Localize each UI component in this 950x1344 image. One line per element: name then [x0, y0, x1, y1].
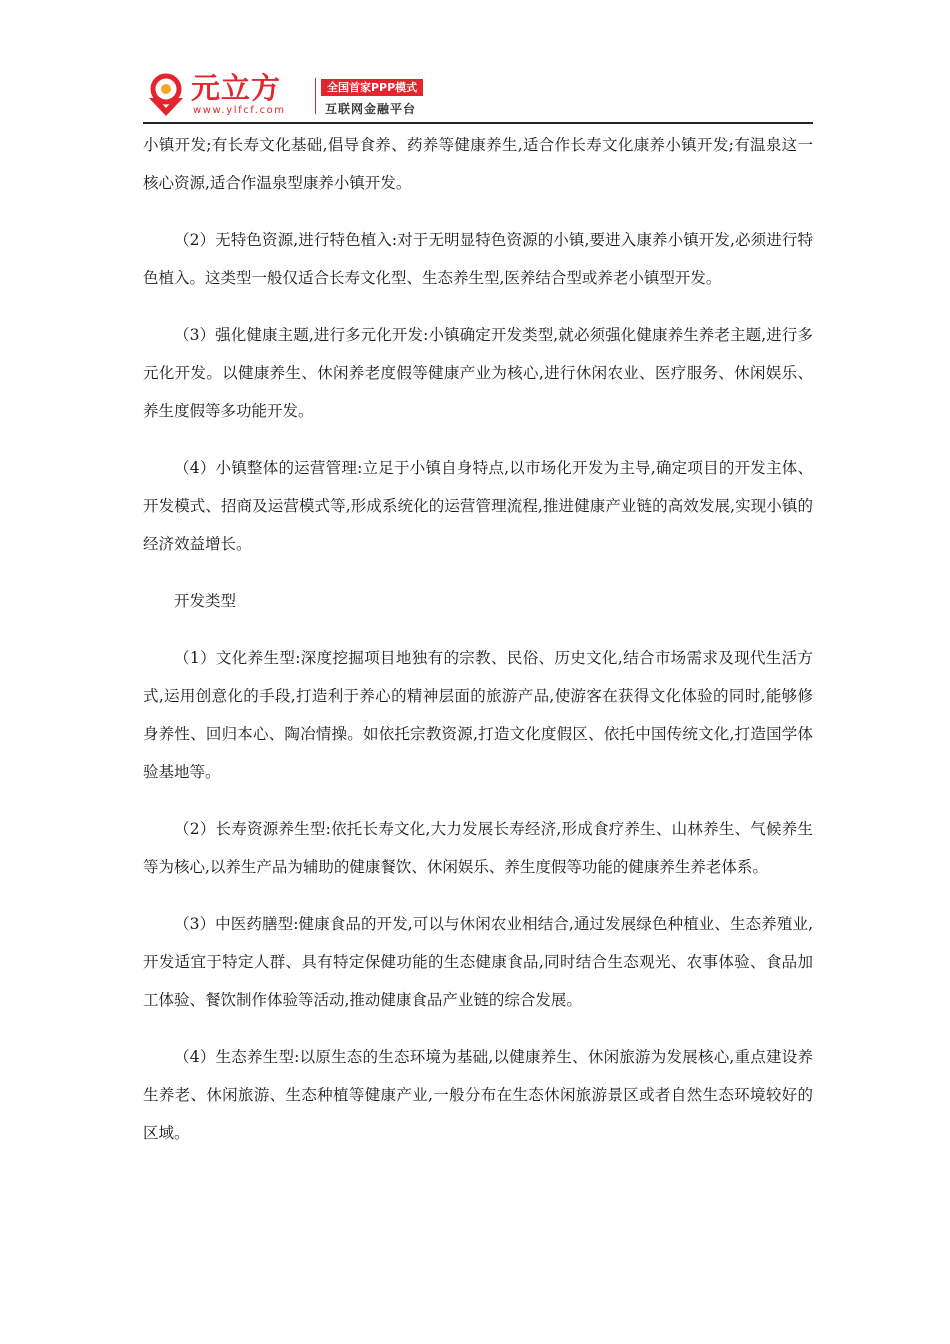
brand-name: 元立方	[191, 71, 282, 105]
yuanlifang-logo-icon	[143, 72, 189, 118]
document-body	[143, 126, 813, 1152]
paragraph-item-2: （2）无特色资源,进行特色植入:对于无明显特色资源的小镇,要进入康养小镇开发,必须进行特色植入。这类型一般仅适合长寿文化型、生态养生型,医养结合型或养老小镇型开发。	[143, 231, 813, 287]
paragraph-item-4: （4）小镇整体的运营管理:立足于小镇自身特点,以市场化开发为主导,确定项目的开发主体、开发模式、招商及运营模式等,形成系统化的运营管理流程,推进健康产业链的高效发展,实现小镇的经济效益增长。	[143, 459, 813, 553]
header-rule	[143, 122, 813, 124]
slogan-subtitle: 互联网金融平台	[325, 102, 417, 116]
brand-url: www.ylfcf.com	[193, 105, 286, 116]
type-item-2: （2）长寿资源养生型:依托长寿文化,大力发展长寿经济,形成食疗养生、山林养生、气候养生等为核心,以养生产品为辅助的健康餐饮、休闲娱乐、养生度假等功能的健康养生养老体系。	[143, 820, 813, 876]
paragraph-continuation: 小镇开发;有长寿文化基础,倡导食养、药养等健康养生,适合作长寿文化康养小镇开发;有温泉这一核心资源,适合作温泉型康养小镇开发。	[143, 136, 813, 192]
type-item-1: （1）文化养生型:深度挖掘项目地独有的宗教、民俗、历史文化,结合市场需求及现代生活方式,运用创意化的手段,打造利于养心的精神层面的旅游产品,使游客在获得文化体验的同时,能够修身养性、回归本心、陶冶情操。如依托宗教资源,打造文化度假区、依托中国传统文化,打造国学体验基地等。	[143, 649, 813, 781]
header-divider	[315, 78, 316, 114]
slogan-badge: 全国首家PPP模式	[321, 79, 423, 96]
type-item-3: （3）中医药膳型:健康食品的开发,可以与休闲农业相结合,通过发展绿色种植业、生态养殖业,开发适宜于特定人群、具有特定保健功能的生态健康食品,同时结合生态观光、农事体验、食品加工体验、餐饮制作体验等活动,推动健康食品产业链的综合发展。	[143, 915, 813, 1009]
section-title: 开发类型	[174, 592, 237, 610]
page-header	[143, 66, 813, 122]
type-item-4: （4）生态养生型:以原生态的生态环境为基础,以健康养生、休闲旅游为发展核心,重点建设养生养老、休闲旅游、生态种植等健康产业,一般分布在生态休闲旅游景区或者自然生态环境较好的区域。	[143, 1048, 813, 1142]
paragraph-item-3: （3）强化健康主题,进行多元化开发:小镇确定开发类型,就必须强化健康养生养老主题,进行多元化开发。以健康养生、休闲养老度假等健康产业为核心,进行休闲农业、医疗服务、休闲娱乐、养生度假等多功能开发。	[143, 326, 813, 420]
